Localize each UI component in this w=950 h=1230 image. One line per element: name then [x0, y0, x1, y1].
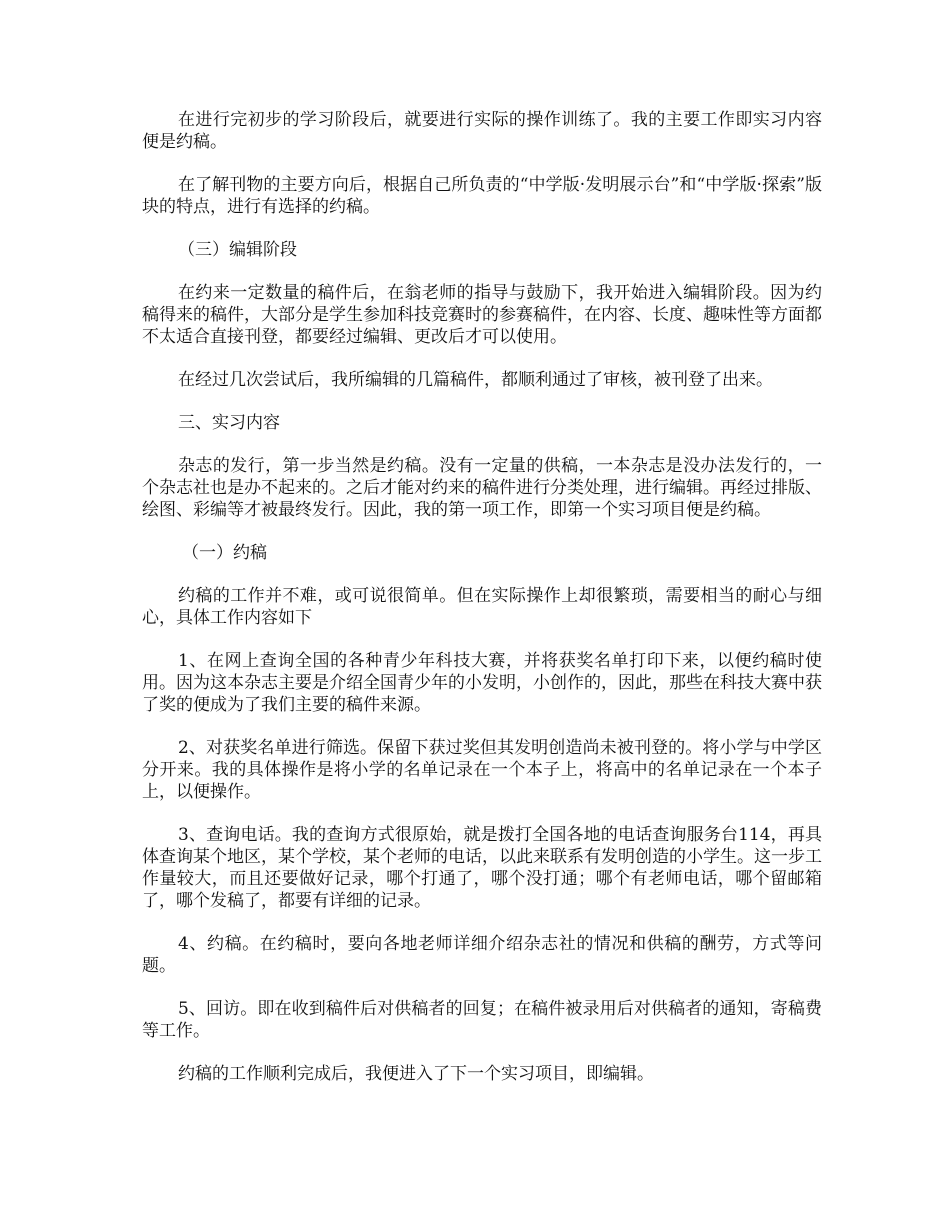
paragraph-editing-stage: 在约来一定数量的稿件后，在翁老师的指导与鼓励下，我开始进入编辑阶段。因为约稿得来的稿件，大部分是学生参加科技竞赛时的参赛稿件，在内容、长度、趣味性等方面都不太适合直接刊登，都要经过编辑、更改后才可以使用。 [142, 283, 822, 347]
heading-editing-stage: （三）编辑阶段 [178, 240, 297, 260]
paragraph-practice-start: 在进行完初步的学习阶段后，就要进行实际的操作训练了。我的主要工作即实习内容便是约稿。 [142, 110, 822, 152]
list-item-step-2: 2、对获奖名单进行筛选。保留下获过奖但其发明创造尚未被刊登的。将小学与中学区分开来。我的具体操作是将小学的名单记录在一个本子上，将高中的名单记录在一个本子上，以便操作。 [142, 738, 822, 802]
paragraph-published: 在经过几次尝试后，我所编辑的几篇稿件，都顺利通过了审核，被刊登了出来。 [178, 370, 773, 390]
list-item-step-1: 1、在网上查询全国的各种青少年科技大赛，并将获奖名单打印下来，以便约稿时使用。因为这本杂志主要是介绍全国青少年的小发明，小创作的，因此，那些在科技大赛中获了奖的便成为了我们主要的稿件来源。 [142, 651, 822, 715]
paragraph-magazine-issue: 杂志的发行，第一步当然是约稿。没有一定量的供稿，一本杂志是没办法发行的，一个杂志社也是办不起来的。之后才能对约来的稿件进行分类处理，进行编辑。再经过排版、绘图、彩编等才被最终发行。因此，我的第一项工作，即第一个实习项目便是约稿。 [142, 456, 822, 520]
heading-solicitation: （一）约稿 [182, 543, 267, 563]
paragraph-selective-solicitation: 在了解刊物的主要方向后，根据自己所负责的“中学版·发明展示台”和“中学版·探索”版块的特点，进行有选择的约稿。 [142, 175, 822, 217]
list-item-step-4: 4、约稿。在约稿时，要向各地老师详细介绍杂志社的情况和供稿的酬劳，方式等问题。 [142, 934, 822, 976]
heading-internship-content: 三、实习内容 [178, 413, 280, 433]
paragraph-next-project: 约稿的工作顺利完成后，我便进入了下一个实习项目，即编辑。 [178, 1064, 654, 1084]
list-item-step-3: 3、查询电话。我的查询方式很原始，就是拨打全国各地的电话查询服务台114，再具体查询某个地区，某个学校，某个老师的电话，以此来联系有发明创造的小学生。这一步工作量较大，而且还要做好记录，哪个打通了，哪个没打通；哪个有老师电话，哪个留邮箱了，哪个发稿了，都要有详细的记录。 [142, 825, 822, 911]
document-body [142, 109, 822, 1106]
list-item-step-5: 5、回访。即在收到稿件后对供稿者的回复；在稿件被录用后对供稿者的通知，寄稿费等工作。 [142, 999, 822, 1041]
paragraph-solicitation-intro: 约稿的工作并不难，或可说很简单。但在实际操作上却很繁琐，需要相当的耐心与细心，具体工作内容如下 [142, 586, 822, 628]
